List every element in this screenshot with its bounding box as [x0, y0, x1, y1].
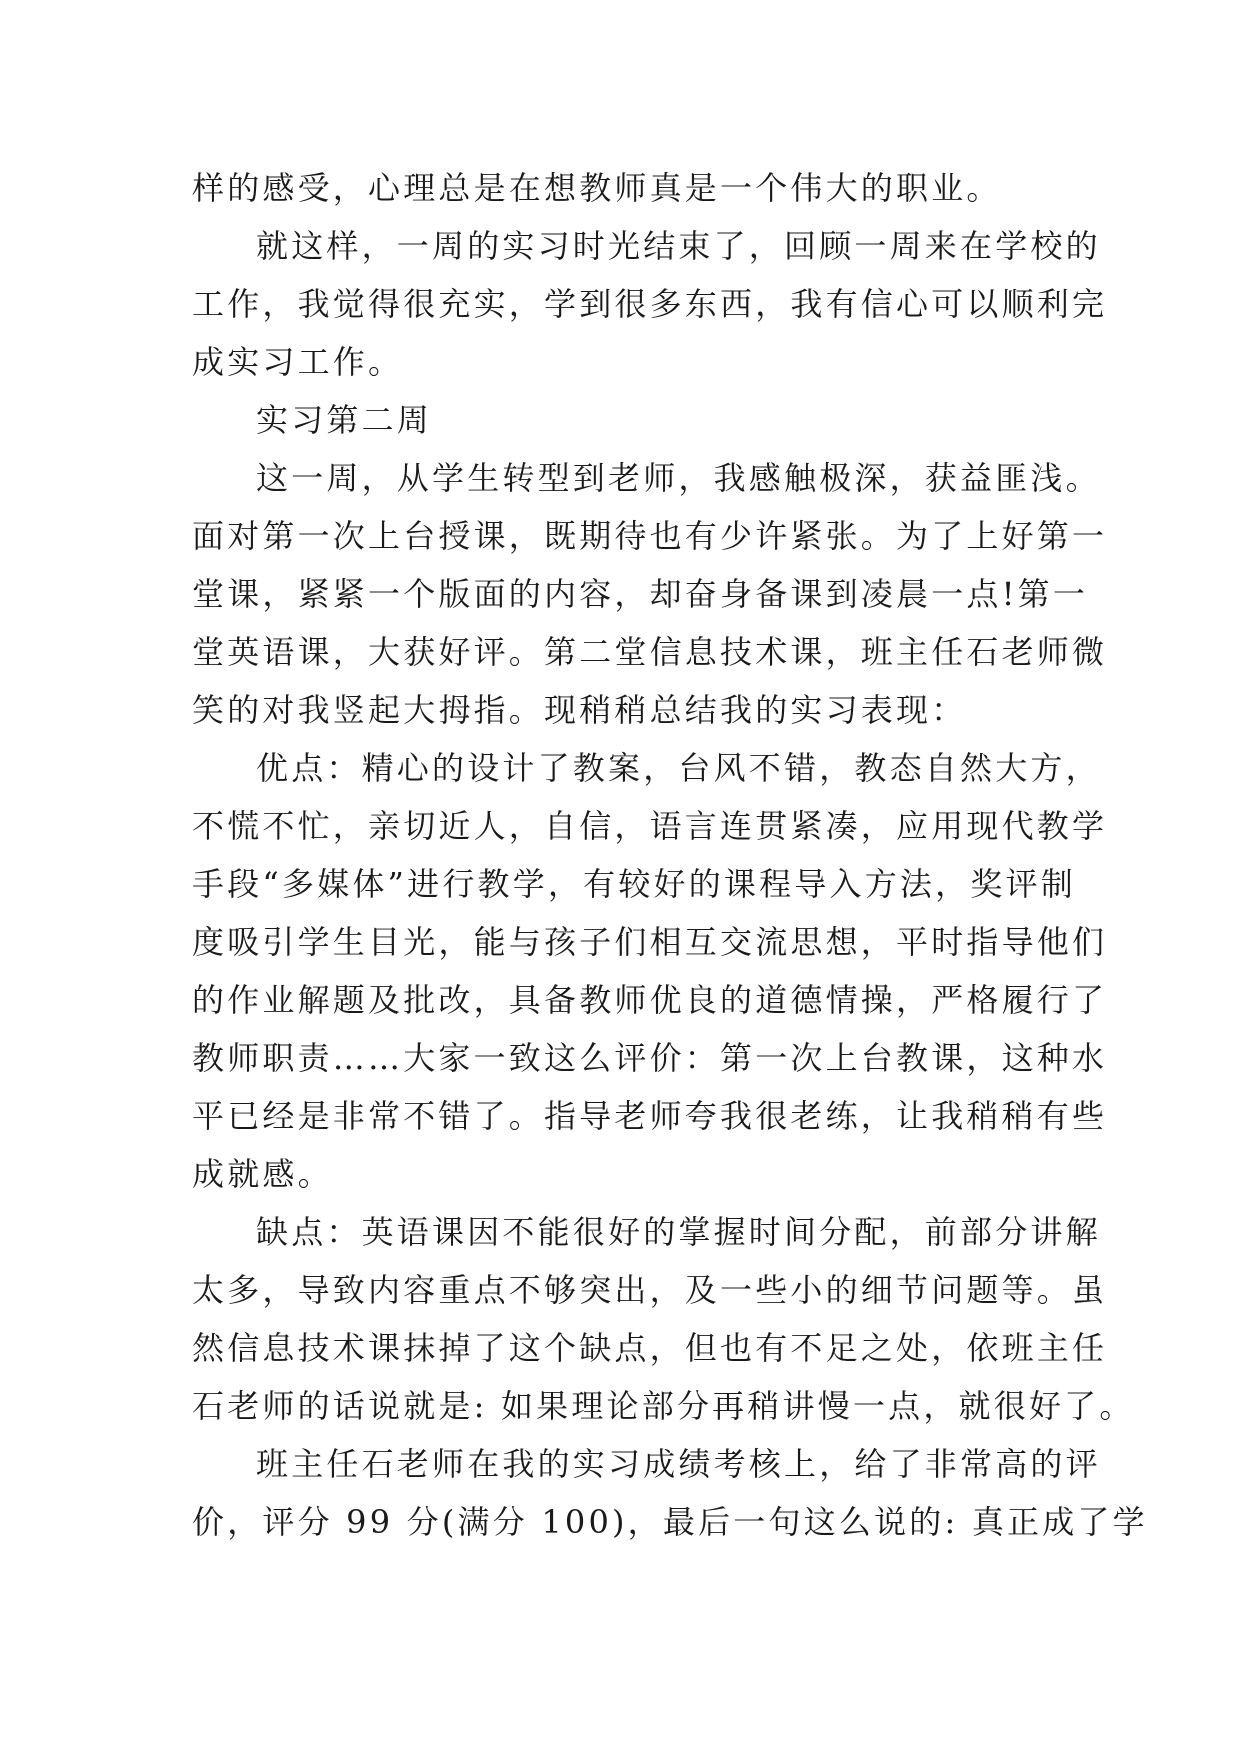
text-line: 太多，导致内容重点不够突出，及一些小的细节问题等。虽 — [192, 1271, 1108, 1309]
text-line: 班主任石老师在我的实习成绩考核上，给了非常高的评 — [256, 1445, 1101, 1483]
document-body — [192, 159, 1148, 1551]
section-heading: 实习第二周 — [256, 401, 433, 439]
text-line: 工作，我觉得很充实，学到很多东西，我有信心可以顺利完 — [192, 285, 1108, 323]
text-line: 然信息技术课抹掉了这个缺点，但也有不足之处，依班主任 — [192, 1329, 1108, 1367]
text-line: 堂英语课，大获好评。第二堂信息技术课，班主任石老师微 — [192, 633, 1108, 671]
text-line: 平已经是非常不错了。指导老师夸我很老练，让我稍稍有些 — [192, 1097, 1108, 1135]
text-line: 笑的对我竖起大拇指。现稍稍总结我的实习表现： — [192, 691, 967, 729]
text-line: 就这样，一周的实习时光结束了，回顾一周来在学校的 — [256, 227, 1101, 265]
text-line: 度吸引学生目光，能与孩子们相互交流思想，平时指导他们 — [192, 923, 1108, 961]
text-line: 的作业解题及批改，具备教师优良的道德情操，严格履行了 — [192, 981, 1108, 1019]
text-line: 价，评分 99 分(满分 100)，最后一句这么说的: 真正成了学 — [192, 1503, 1148, 1541]
text-line: 优点：精心的设计了教案，台风不错，教态自然大方， — [256, 749, 1101, 787]
text-line: 不慌不忙，亲切近人，自信，语言连贯紧凑，应用现代教学 — [192, 807, 1108, 845]
text-line: 样的感受，心理总是在想教师真是一个伟大的职业。 — [192, 169, 1002, 207]
text-line: 缺点：英语课因不能很好的掌握时间分配，前部分讲解 — [256, 1213, 1101, 1251]
text-line: 石老师的话说就是: 如果理论部分再稍讲慢一点，就很好了。 — [192, 1387, 1135, 1425]
text-line: 这一周，从学生转型到老师，我感触极深，获益匪浅。 — [256, 459, 1101, 497]
text-line: 成就感。 — [192, 1155, 333, 1193]
text-line: 堂课，紧紧一个版面的内容，却奋身备课到凌晨一点!第一 — [192, 575, 1089, 613]
text-line: 教师职责……大家一致这么评价：第一次上台教课，这种水 — [192, 1039, 1108, 1077]
text-line: 面对第一次上台授课，既期待也有少许紧张。为了上好第一 — [192, 517, 1108, 555]
text-line: 手段“多媒体”进行教学，有较好的课程导入方法，奖评制 — [192, 865, 1076, 903]
text-line: 成实习工作。 — [192, 343, 404, 381]
